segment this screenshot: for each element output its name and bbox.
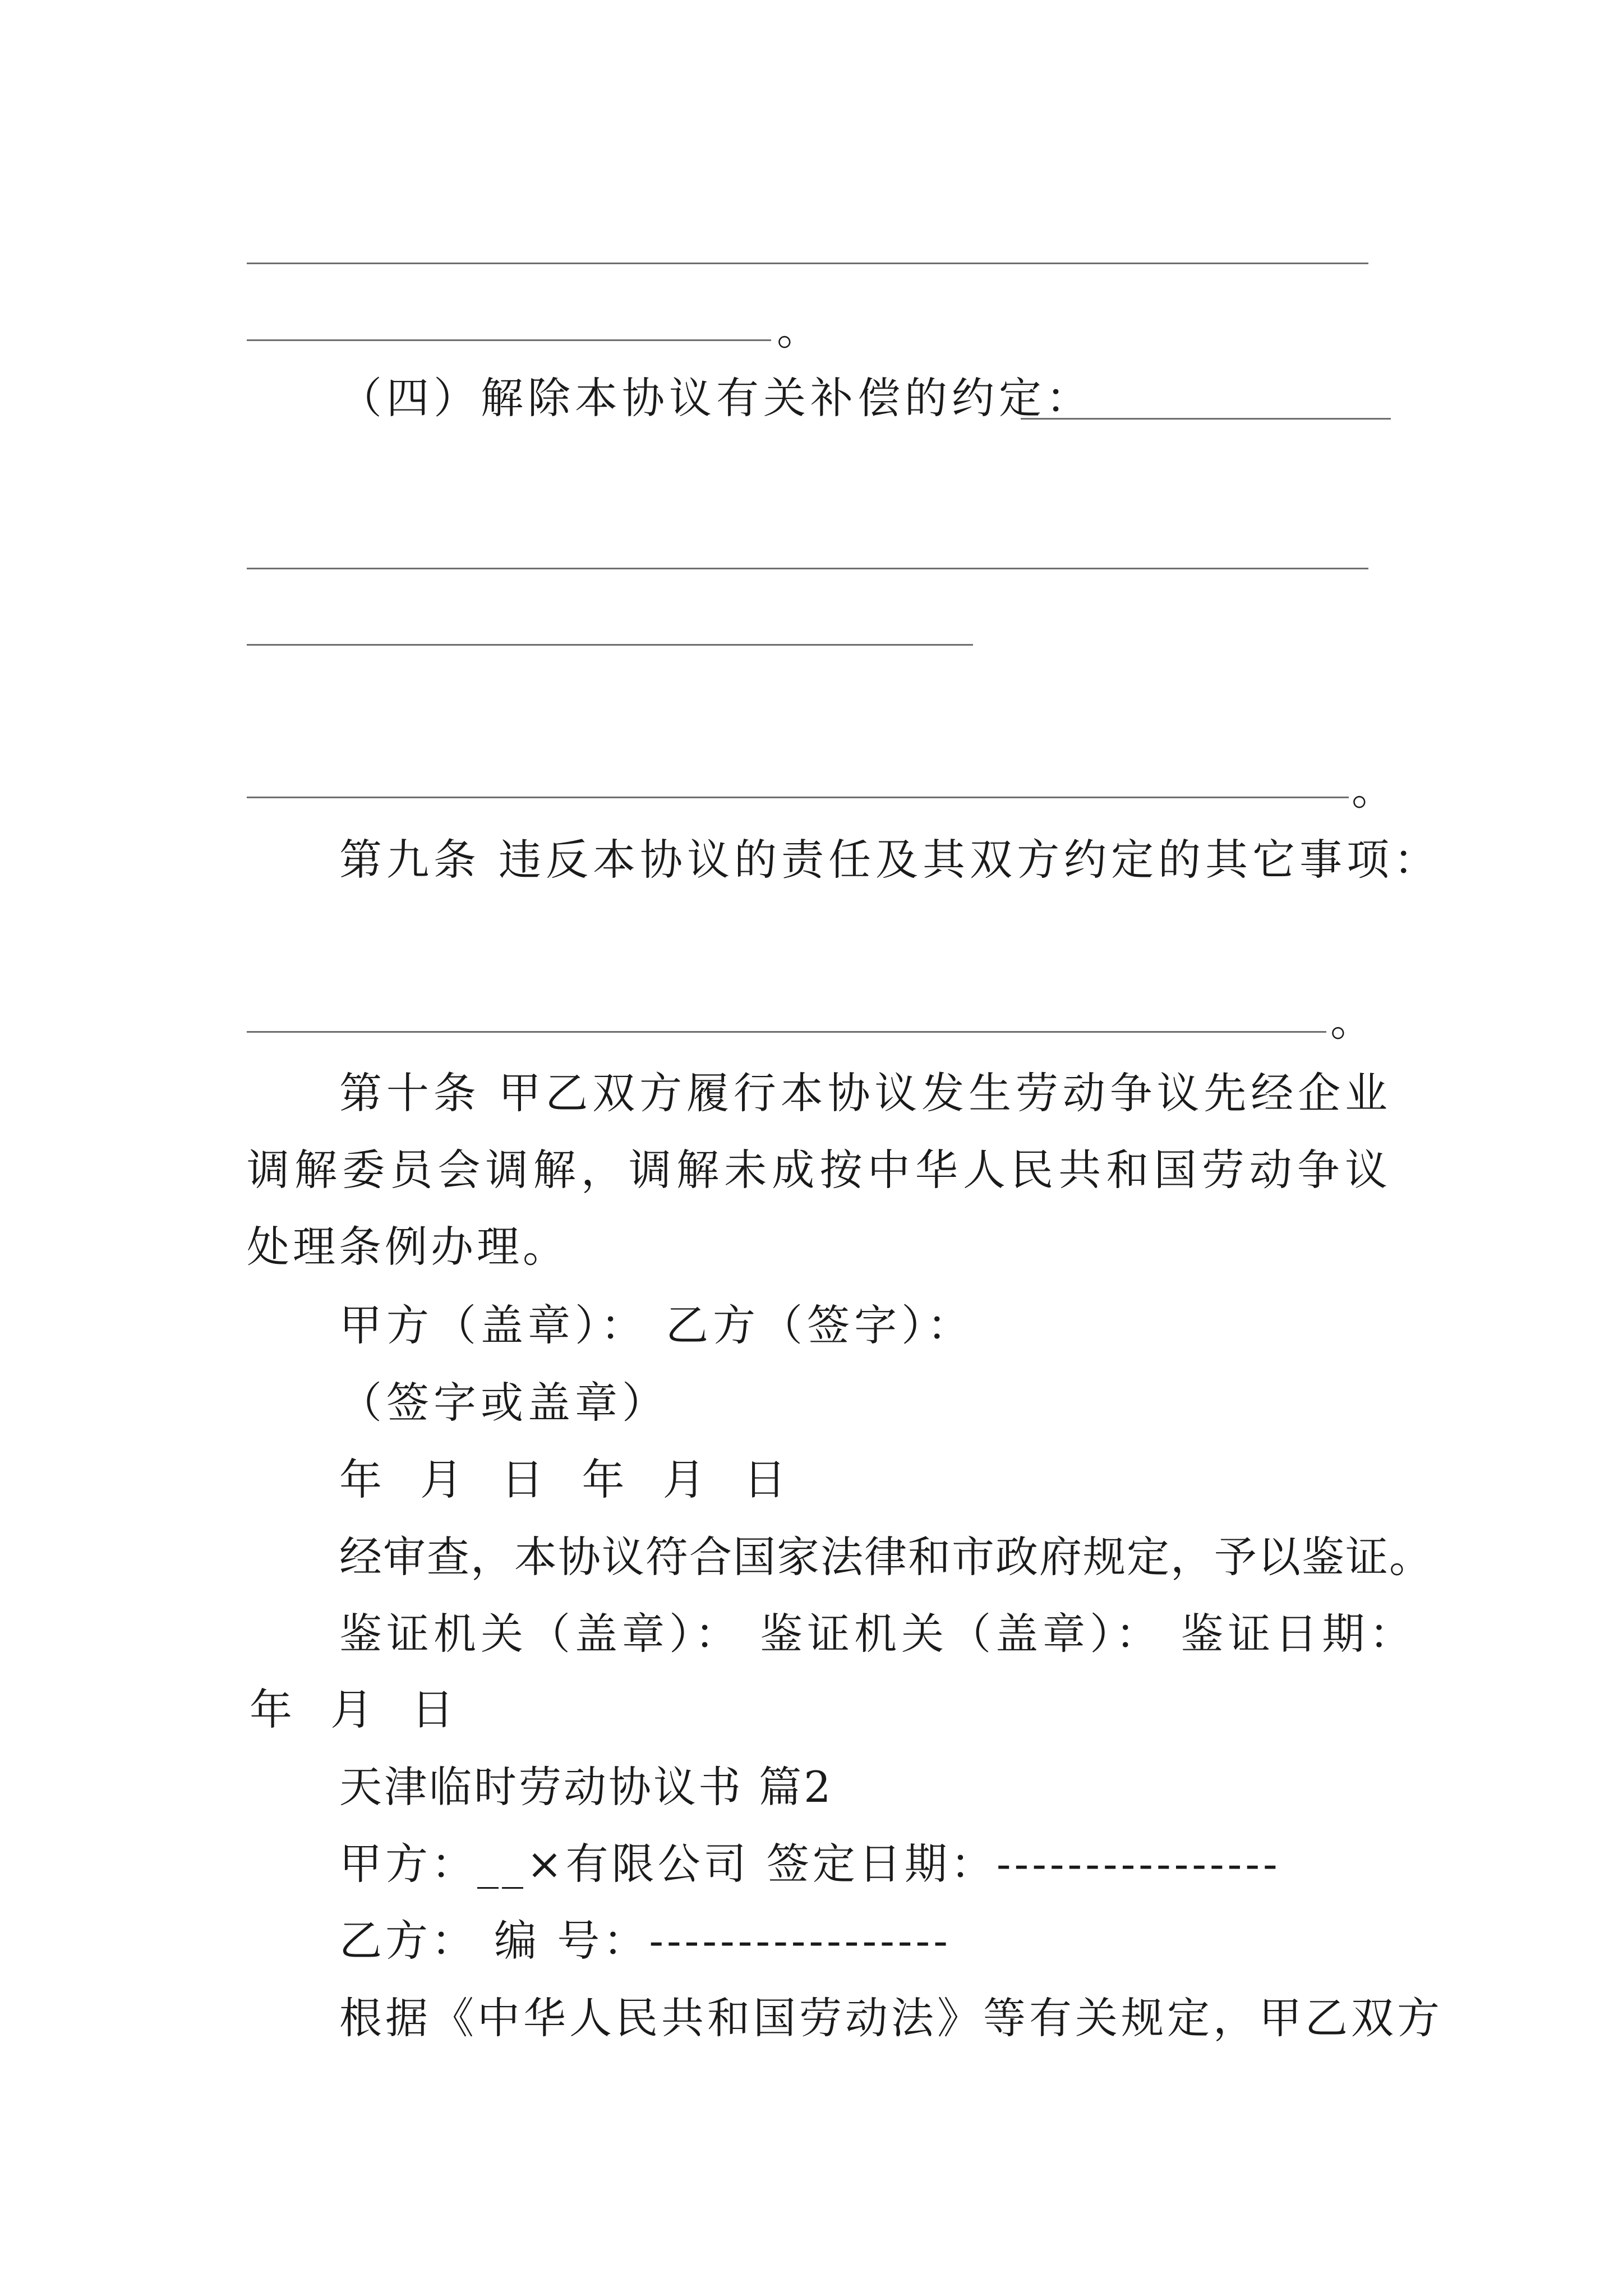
period-mark: 。 [777, 305, 819, 355]
verification-date-line: 年 月 日 [250, 1685, 467, 1734]
sign-or-seal: （签字或盖章） [339, 1378, 669, 1428]
signature-parties: 甲方（盖章）： 乙方（签字）： [339, 1300, 975, 1350]
period-mark: 。 [1330, 996, 1373, 1046]
verification-authorities: 鉴证机关（盖章）： 鉴证机关（盖章）： 鉴证日期： [339, 1609, 1417, 1659]
signature-dates: 年 月 日 年 月 日 [339, 1455, 799, 1504]
part2-intro: 根据《中华人民共和国劳动法》等有关规定，甲乙双方 [339, 1993, 1443, 2043]
blank-line [247, 797, 1349, 798]
part2-party-b: 乙方： 编 号：----------------- [339, 1916, 951, 1966]
blank-line [247, 1031, 1326, 1033]
part2-title: 天津临时劳动协议书 篇2 [339, 1762, 833, 1812]
blank-line [247, 339, 771, 341]
blank-line [247, 644, 973, 646]
period-mark: 。 [1352, 765, 1394, 815]
article-10: 第十条 甲乙双方履行本协议发生劳动争议先经企业调解委员会调解，调解未成按中华人民共和国劳动争议处理条例办理。 [247, 1068, 1391, 1272]
blank-line [247, 568, 1368, 569]
blank-line [1021, 418, 1391, 420]
clause-4-heading: （四）解除本协议有关补偿的约定： [339, 373, 1093, 423]
blank-line [247, 263, 1368, 264]
part2-party-a: 甲方：__×有限公司 签定日期：---------------- [339, 1839, 1281, 1889]
article-9: 第九条 违反本协议的责任及其双方约定的其它事项： [339, 835, 1441, 885]
verification-statement: 经审查，本协议符合国家法律和市政府规定，予以鉴证。 [339, 1532, 1433, 1582]
